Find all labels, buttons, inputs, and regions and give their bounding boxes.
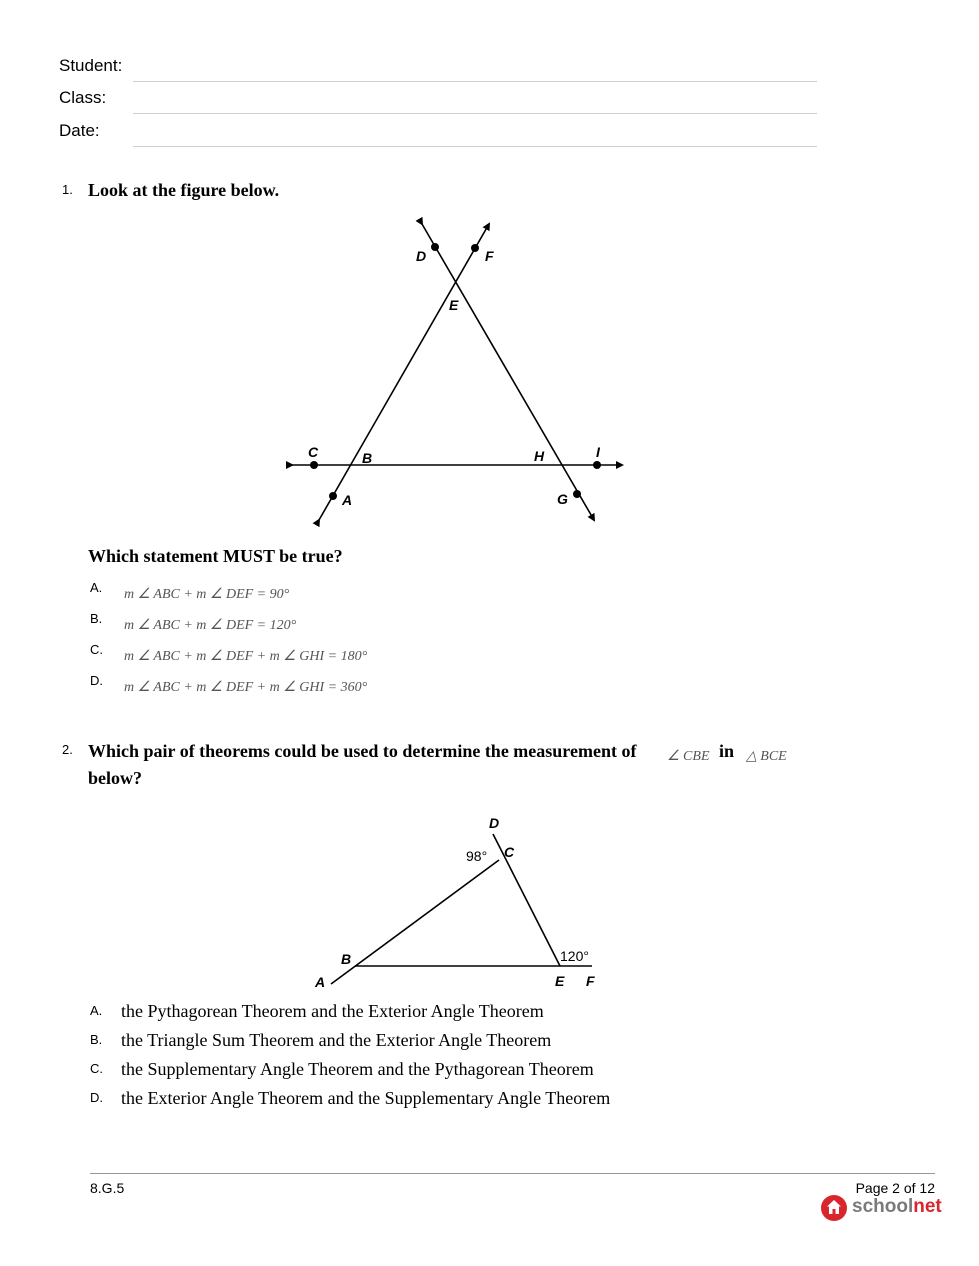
question-1-subprompt: Which statement MUST be true? xyxy=(88,546,343,566)
label-c: C xyxy=(504,844,515,860)
label-a: A xyxy=(315,974,326,990)
label-e: E xyxy=(555,973,565,989)
label-f: F xyxy=(586,973,595,989)
q2-option-a-letter[interactable]: A. xyxy=(90,1003,103,1018)
point-g xyxy=(573,490,581,498)
line-af xyxy=(319,224,489,520)
label-c: C xyxy=(308,444,319,460)
q2-option-b-text[interactable]: the Triangle Sum Theorem and the Exterior Angle Theorem xyxy=(121,1030,552,1050)
label-d: D xyxy=(489,815,500,831)
logo-text-net: net xyxy=(913,1196,942,1217)
footer-standard: 8.G.5 xyxy=(90,1180,125,1196)
question-2-prompt-in: in xyxy=(719,741,735,761)
question-1-prompt: Look at the figure below. xyxy=(88,180,280,200)
q2-option-c-letter[interactable]: C. xyxy=(90,1061,103,1076)
label-a: A xyxy=(342,492,353,508)
q1-option-b-text[interactable]: m ∠ ABC + m ∠ DEF = 120° xyxy=(124,618,297,633)
label-e: E xyxy=(449,297,459,313)
q1-option-c-letter[interactable]: C. xyxy=(90,642,103,657)
student-label: Student: xyxy=(59,56,123,75)
q2-option-d-letter[interactable]: D. xyxy=(90,1090,103,1105)
label-i: I xyxy=(596,444,600,460)
label-b: B xyxy=(341,951,352,967)
q2-option-c-text[interactable]: the Supplementary Angle Theorem and the Pythagorean Theorem xyxy=(121,1059,594,1079)
logo-text-school: school xyxy=(852,1196,914,1217)
question-2-number: 2. xyxy=(62,742,73,757)
question-2-figure xyxy=(305,808,605,993)
q2-option-d-text[interactable]: the Exterior Angle Theorem and the Supplementary Angle Theorem xyxy=(121,1088,611,1108)
point-d xyxy=(431,243,439,251)
date-label: Date: xyxy=(59,121,100,140)
q1-option-b-letter[interactable]: B. xyxy=(90,611,103,626)
footer-page-number: Page 2 of 12 xyxy=(855,1180,935,1196)
schoolnet-logo xyxy=(820,1194,942,1222)
class-field[interactable] xyxy=(133,113,817,114)
q2-option-a-text[interactable]: the Pythagorean Theorem and the Exterior Angle Theorem xyxy=(121,1001,544,1021)
footer-divider xyxy=(90,1173,935,1174)
label-angle-e: 120° xyxy=(560,948,589,964)
class-label: Class: xyxy=(59,88,107,107)
question-2-angle-ref: ∠ CBE xyxy=(667,749,710,764)
label-b: B xyxy=(362,450,373,466)
label-h: H xyxy=(534,448,545,464)
point-i xyxy=(593,461,601,469)
point-c xyxy=(310,461,318,469)
label-d: D xyxy=(416,248,427,264)
label-g: G xyxy=(557,491,568,507)
line-dg xyxy=(422,224,594,520)
q1-option-d-text[interactable]: m ∠ ABC + m ∠ DEF + m ∠ GHI = 360° xyxy=(124,680,368,695)
question-1-number: 1. xyxy=(62,182,73,197)
point-a xyxy=(329,492,337,500)
q1-option-d-letter[interactable]: D. xyxy=(90,673,103,688)
question-2-prompt-part1: Which pair of theorems could be used to determine the measurement of xyxy=(88,741,637,761)
question-2-prompt-part2: below? xyxy=(88,768,142,788)
q1-option-a-letter[interactable]: A. xyxy=(90,580,103,595)
student-field[interactable] xyxy=(133,81,817,82)
home-icon xyxy=(820,1194,848,1222)
question-2-triangle-ref: △ BCE xyxy=(746,749,787,764)
q1-option-a-text[interactable]: m ∠ ABC + m ∠ DEF = 90° xyxy=(124,587,290,602)
label-angle-c: 98° xyxy=(466,848,488,864)
question-1-figure xyxy=(270,215,640,530)
q2-option-b-letter[interactable]: B. xyxy=(90,1032,103,1047)
date-field[interactable] xyxy=(133,146,817,147)
point-f xyxy=(471,244,479,252)
q1-option-c-text[interactable]: m ∠ ABC + m ∠ DEF + m ∠ GHI = 180° xyxy=(124,649,368,664)
label-f: F xyxy=(485,248,494,264)
